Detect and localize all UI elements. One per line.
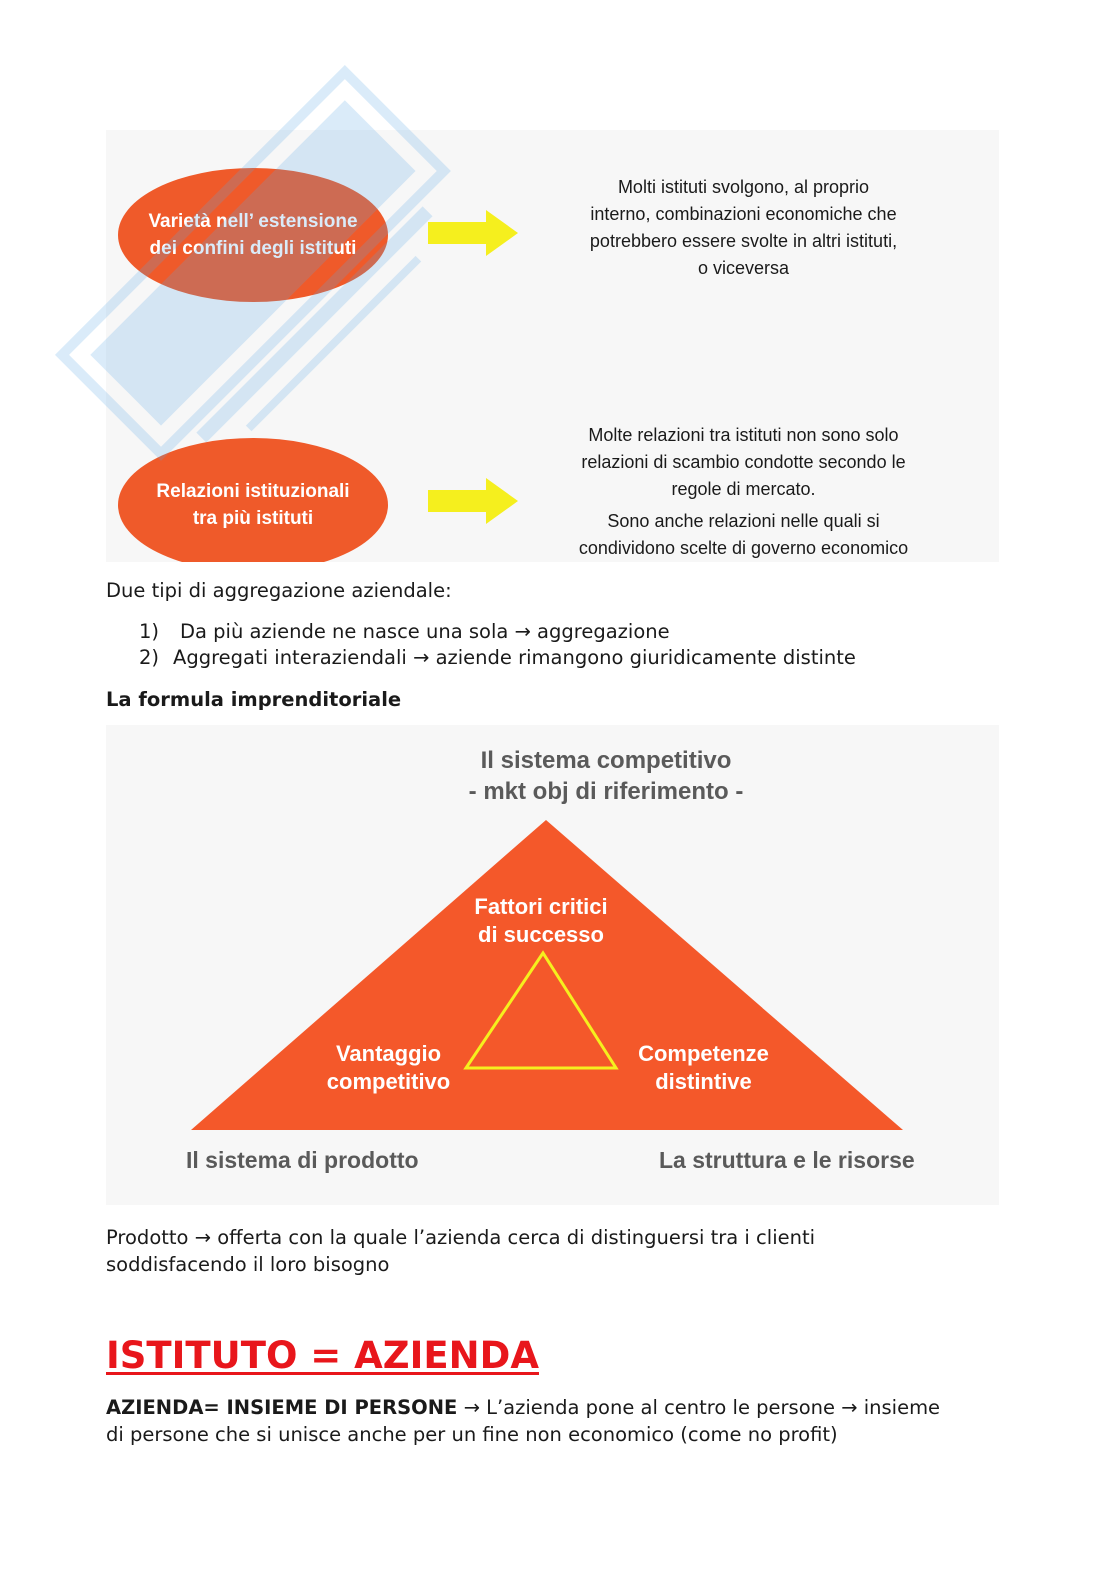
list-item-1-number: 1) xyxy=(139,620,160,643)
ellipse-relazioni-text: Relazioni istituzionali tra più istituti xyxy=(156,481,350,529)
prodotto-line-1: Prodotto → offerta con la quale l’azienda cerca di distinguersi tra i clienti xyxy=(106,1226,816,1249)
ellipse-relazioni xyxy=(118,438,388,562)
label-competenze-distintive: Competenze distintive xyxy=(638,1041,769,1094)
formula-heading: La formula imprenditoriale xyxy=(106,688,402,711)
description-relazioni: Molte relazioni tra istituti non sono solo relazioni di scambio condotte secondo le regole di mercato. xyxy=(581,425,906,499)
list-item-2-text: Aggregati interaziendali → aziende rimangono giuridicamente distinte xyxy=(173,646,856,669)
azienda-line-2: di persone che si unisce anche per un fine non economico (come no profit) xyxy=(106,1423,838,1446)
label-struttura-risorse: La struttura e le risorse xyxy=(659,1147,915,1173)
prodotto-line-2: soddisfacendo il loro bisogno xyxy=(106,1253,390,1276)
azienda-bold: AZIENDA= INSIEME DI PERSONE xyxy=(106,1396,458,1419)
triangle-top-title: Il sistema competitivo - mkt obj di riferimento - xyxy=(468,747,744,805)
description-varieta: Molti istituti svolgono, al proprio interno, combinazioni economiche che potrebbero essere svolte in altri istituti, o viceversa xyxy=(589,177,898,278)
aggregation-intro: Due tipi di aggregazione aziendale: xyxy=(106,579,452,602)
label-sistema-prodotto: Il sistema di prodotto xyxy=(186,1147,419,1173)
label-fattori-critici: Fattori critici di successo xyxy=(474,894,608,947)
ellipse-varieta-text: Varietà nell’ estensione dei confini degli istituti xyxy=(148,211,358,259)
label-vantaggio-competitivo: Vantaggio competitivo xyxy=(326,1041,451,1094)
azienda-line-1 xyxy=(106,1394,940,1421)
figure-formula-imprenditoriale xyxy=(106,725,999,1205)
figure-institutes xyxy=(106,130,999,562)
arrow-right-icon xyxy=(428,210,518,256)
list-item-1-text: Da più aziende ne nasce una sola → aggregazione xyxy=(180,620,670,643)
main-heading: ISTITUTO = AZIENDA xyxy=(106,1334,539,1377)
formula-triangle xyxy=(106,725,999,1205)
description-relazioni-extra: Sono anche relazioni nelle quali si condividono scelte di governo economico xyxy=(578,511,909,558)
arrow-right-icon xyxy=(428,478,518,524)
ellipse-varieta xyxy=(118,168,388,302)
list-item-2-number: 2) xyxy=(139,646,160,669)
azienda-rest: → L’azienda pone al centro le persone → insieme xyxy=(457,1396,941,1419)
